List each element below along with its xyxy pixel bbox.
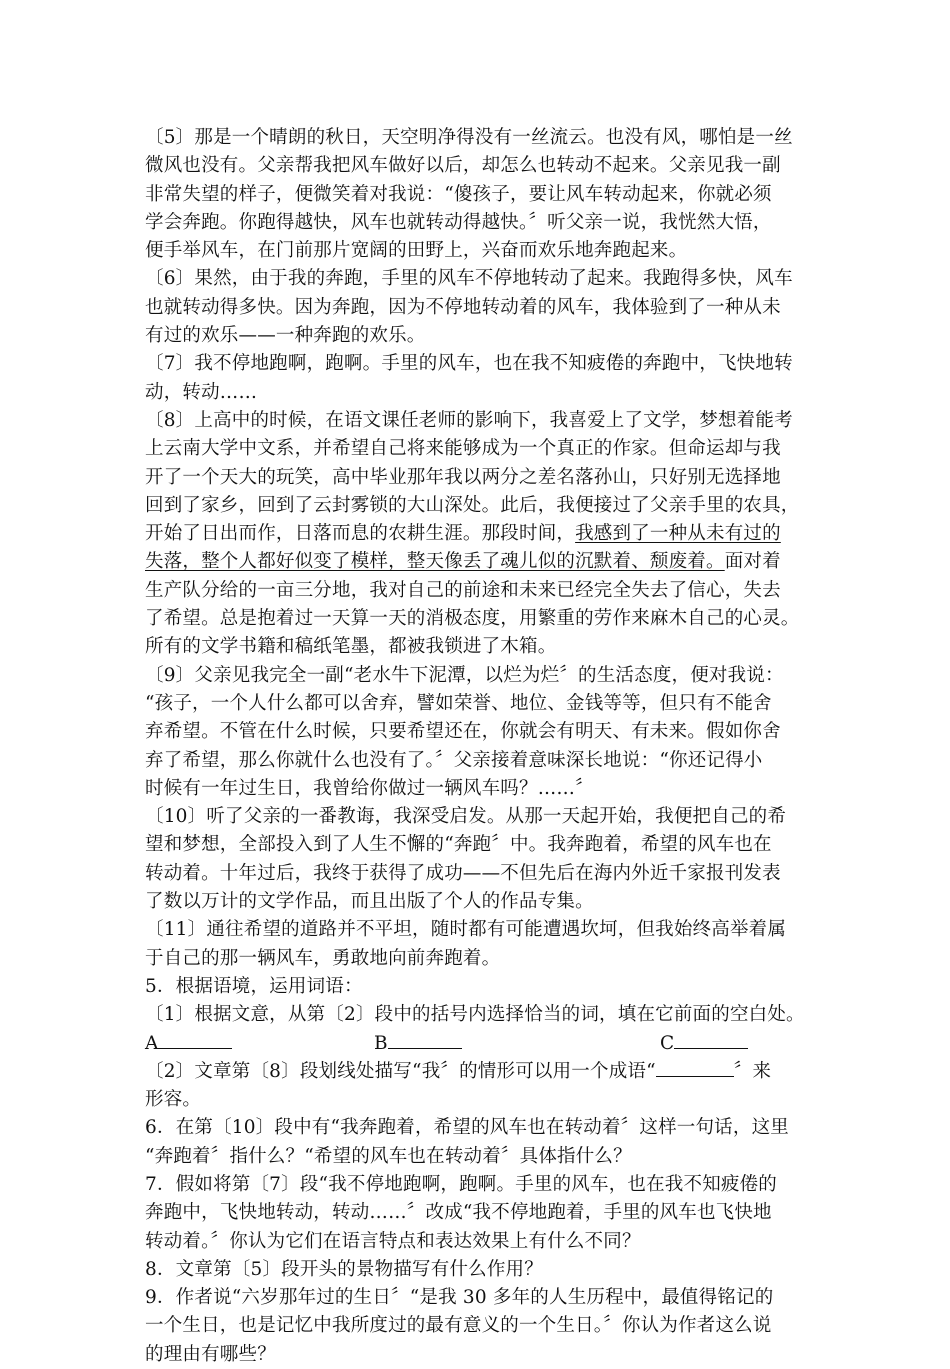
question-text-part: 〞来: [733, 1060, 772, 1082]
paragraph-8: [145, 407, 810, 662]
answer-blank-b[interactable]: [388, 1030, 462, 1049]
question-text: 形容。: [145, 1089, 202, 1111]
answer-blank-c[interactable]: [674, 1030, 748, 1049]
answer-blanks: [145, 1030, 810, 1058]
text-line: 学会奔跑。你跑得越快，风车也就转动得越快。〞听父亲一说，我恍然大悟，: [145, 211, 772, 233]
text-line: 〔9〕父亲见我完全一副“老水牛下泥潭，以烂为烂〞的生活态度，便对我说：: [145, 664, 784, 686]
text-line: 〔11〕通往希望的道路并不平坦，随时都有可能遭遇坎坷，但我始终高举着属: [145, 919, 787, 941]
paragraph-5: [145, 124, 810, 265]
question-text: [145, 1058, 810, 1086]
text-line: 弃希望。不管在什么时候，只要希望还在，你就会有明天、有未来。假如你舍: [145, 721, 781, 743]
question-text: 8．文章第〔5〕段开头的景物描写有什么作用？: [145, 1258, 543, 1280]
text-line: 所有的文学书籍和稿纸笔墨，都被我锁进了木箱。: [145, 636, 557, 658]
blank-label: B: [374, 1032, 388, 1054]
text-line: 时候有一年过生日，我曾给你做过一辆风车吗？……〞: [145, 777, 594, 799]
text-line: 开了一个天大的玩笑，高中毕业那年我以两分之差名落孙山，只好别无选择地: [145, 466, 781, 488]
text-line: 弃了希望，那么你就什么也没有了。〞父亲接着意味深长地说：“你还记得小: [145, 749, 763, 771]
text-line: 也就转动得多快。因为奔跑，因为不停地转动着的风车，我体验到了一种从未: [145, 296, 781, 318]
text-line: 于自己的那一辆风车，勇敢地向前奔跑着。: [145, 947, 501, 969]
question-7: [145, 1171, 810, 1256]
question-text: 奔跑中，飞快地转动，转动……〞改成“我不停地跑着，手里的风车也飞快地: [145, 1202, 772, 1224]
document-page: [145, 124, 810, 1369]
text-line: 有过的欢乐——一种奔跑的欢乐。: [145, 325, 426, 347]
plain-text: 面对着: [724, 551, 781, 573]
question-text: 9．作者说“六岁那年过的生日〞“是我 30 多年的人生历程中，最值得铭记的: [145, 1287, 774, 1309]
question-text: 〔1〕根据文意，从第〔2〕段中的括号内选择恰当的词，填在它前面的空白处。: [145, 1004, 805, 1026]
answer-blank-a[interactable]: [158, 1030, 232, 1049]
text-line: 生产队分给的一亩三分地，我对自己的前途和未来已经完全失去了信心，失去: [145, 579, 781, 601]
text-line: 上云南大学中文系，并希望自己将来能够成为一个真正的作家。但命运却与我: [145, 438, 781, 460]
idiom-answer-blank[interactable]: [656, 1058, 734, 1077]
question-title: 5．根据语境，运用词语：: [145, 975, 363, 997]
text-line: 回到了家乡，回到了云封雾锁的大山深处。此后，我便接过了父亲手里的农具，: [145, 494, 800, 516]
plain-text: 开始了日出而作，日落而息的农耕生涯。那段时间，: [145, 523, 576, 545]
paragraph-9: [145, 662, 810, 803]
paragraph-6: [145, 265, 810, 350]
underlined-text: 我感到了一种从未有过的: [575, 523, 781, 545]
blank-b: [374, 1030, 462, 1058]
question-text: 转动着。〞你认为它们在语言特点和表达效果上有什么不同？: [145, 1230, 641, 1252]
question-text: 的理由有哪些？: [145, 1343, 276, 1365]
text-line: 了希望。总是抱着过一天算一天的消极态度，用繁重的劳作来麻木自己的心灵。: [145, 608, 800, 630]
question-text: 6．在第〔10〕段中有“我奔跑着，希望的风车也在转动着〞这样一句话，这里: [145, 1117, 789, 1139]
text-line: 动，转动……: [145, 381, 258, 403]
text-line: 〔8〕上高中的时候，在语文课任老师的影响下，我喜爱上了文学，梦想着能考: [145, 409, 793, 431]
blank-c: [660, 1030, 748, 1058]
text-line: 〔10〕听了父亲的一番教诲，我深受启发。从那一天起开始，我便把自己的希: [145, 806, 787, 828]
text-line: 非常失望的样子，便微笑着对我说：“傻孩子，要让风车转动起来，你就必须: [145, 183, 772, 205]
question-text-part: 〔2〕文章第〔8〕段划线处描写“我〞的情形可以用一个成语“: [145, 1060, 656, 1082]
text-line: 便手举风车，在门前那片宽阔的田野上，兴奋而欢乐地奔跑起来。: [145, 240, 688, 262]
question-8: [145, 1256, 810, 1284]
blank-label: C: [660, 1032, 675, 1054]
text-line: 转动着。十年过后，我终于获得了成功——不但先后在海内外近千家报刊发表: [145, 862, 781, 884]
text-line: 望和梦想，全部投入到了人生不懈的“奔跑〞中。我奔跑着，希望的风车也在: [145, 834, 772, 856]
underlined-text: 失落，整个人都好似变了模样，整天像丢了魂儿似的沉默着、颓废着。: [145, 551, 725, 573]
question-6: [145, 1114, 810, 1171]
text-line: “孩子，一个人什么都可以舍弃，譬如荣誉、地位、金钱等等，但只有不能舍: [145, 692, 772, 714]
text-line: 了数以万计的文学作品，而且出版了个人的作品专集。: [145, 891, 594, 913]
paragraph-10: [145, 803, 810, 916]
text-line: [145, 548, 810, 576]
question-9: [145, 1284, 810, 1369]
text-line: [145, 520, 810, 548]
question-5: [145, 973, 810, 1114]
paragraph-11: [145, 916, 810, 973]
question-text: “奔跑着〞指什么？“希望的风车也在转动着〞具体指什么？: [145, 1145, 632, 1167]
text-line: 〔5〕那是一个晴朗的秋日，天空明净得没有一丝流云。也没有风，哪怕是一丝: [145, 127, 793, 148]
question-text: 一个生日，也是记忆中我所度过的最有意义的一个生日。〞你认为作者这么说: [145, 1315, 772, 1337]
question-text: 7．假如将第〔7〕段“我不停地跑啊，跑啊。手里的风车，也在我不知疲倦的: [145, 1173, 778, 1195]
text-line: 〔6〕果然，由于我的奔跑，手里的风车不停地转动了起来。我跑得多快，风车: [145, 268, 793, 290]
blank-label: A: [145, 1032, 159, 1054]
blank-a: [145, 1030, 232, 1058]
text-line: 〔7〕我不停地跑啊，跑啊。手里的风车，也在我不知疲倦的奔跑中，飞快地转: [145, 353, 793, 375]
text-line: 微风也没有。父亲帮我把风车做好以后，却怎么也转动不起来。父亲见我一副: [145, 155, 781, 177]
paragraph-7: [145, 350, 810, 407]
